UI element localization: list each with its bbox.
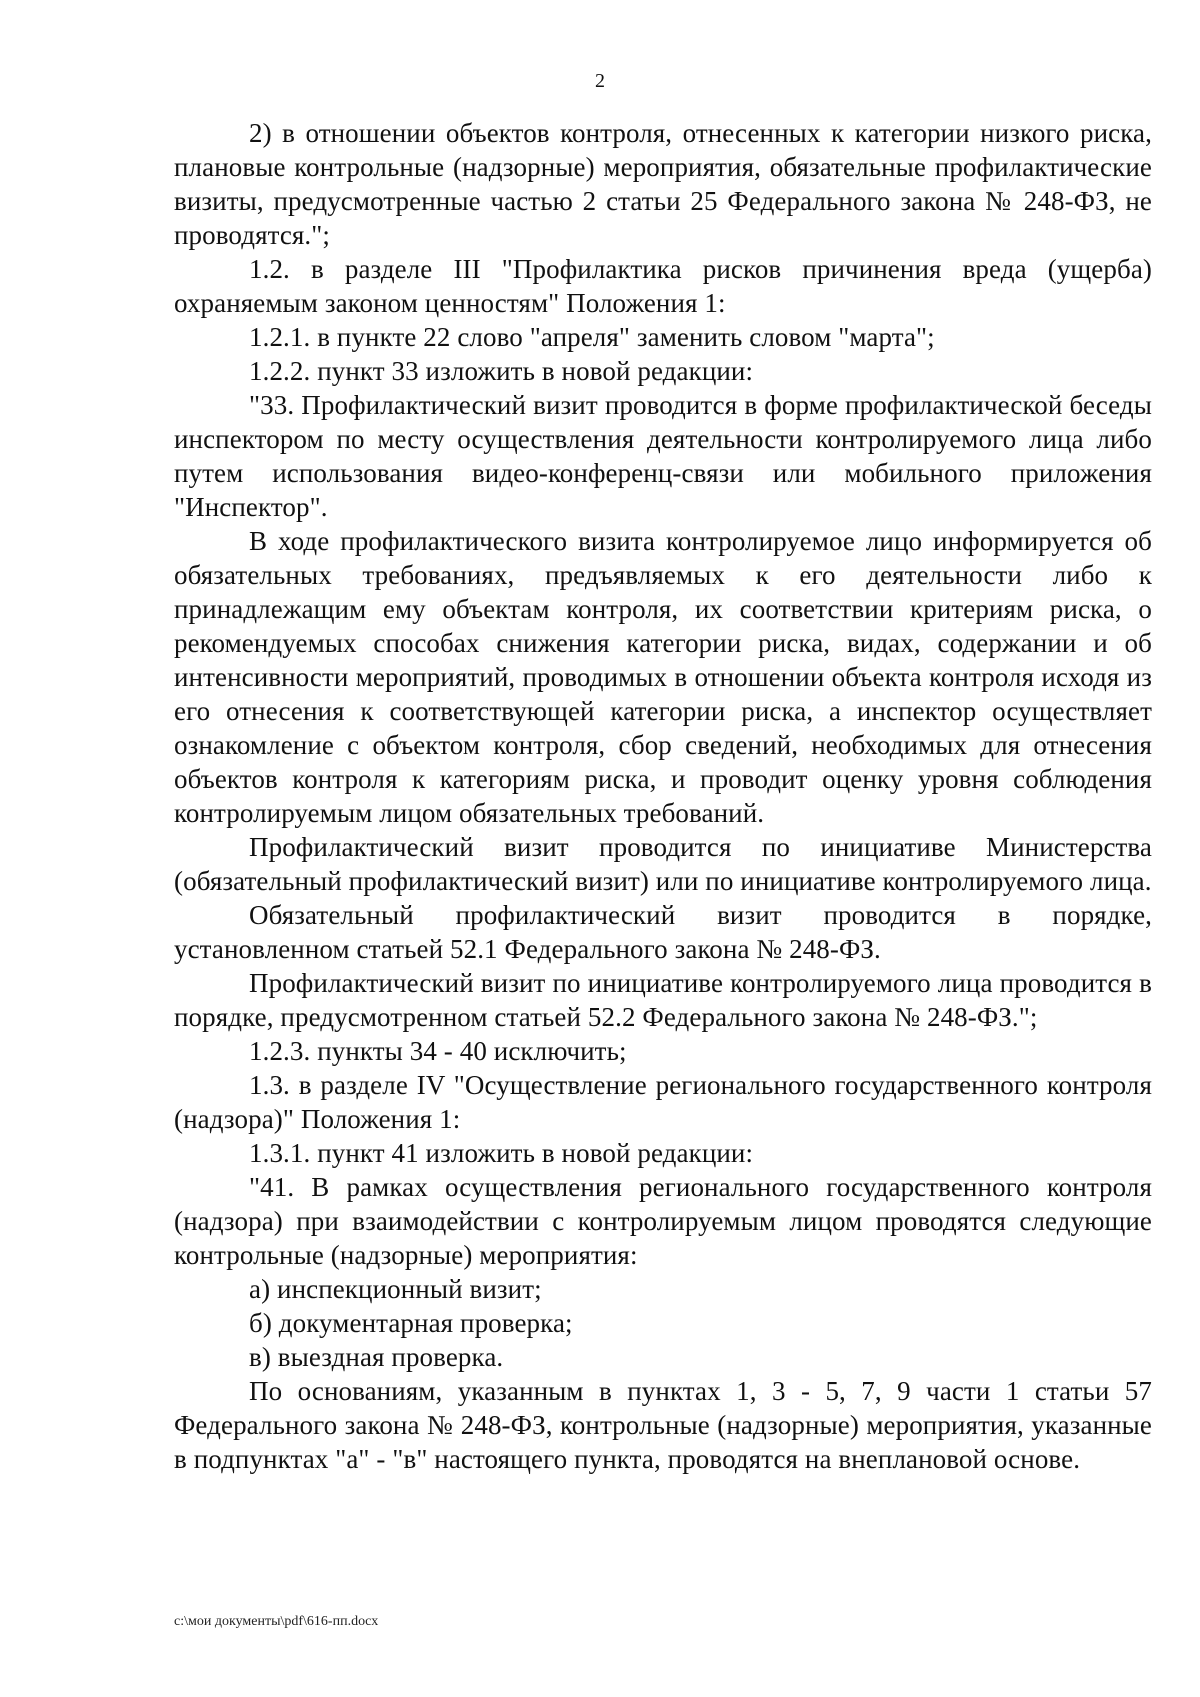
paragraph: "41. В рамках осуществления регионального государственного контроля (надзора) при взаимодействии с контролируемым лицом проводятся следующие контрольные (надзорные) мероприятия: bbox=[174, 1172, 1152, 1270]
paragraph: Профилактический визит по инициативе контролируемого лица проводится в порядке, предусмотренном статьей 52.2 Федерального закона № 248-ФЗ."; bbox=[174, 968, 1152, 1032]
paragraph: б) документарная проверка; bbox=[249, 1308, 573, 1338]
paragraph: 1.2.1. в пункте 22 слово "апреля" заменить словом "марта"; bbox=[249, 322, 935, 352]
paragraph: По основаниям, указанным в пунктах 1, 3 - 5, 7, 9 части 1 статьи 57 Федерального закона № 248-ФЗ, контрольные (надзорные) мероприятия, указанные в подпунктах "а" - "в" настоящего пункта, проводятся на внеплановой основе. bbox=[174, 1376, 1152, 1474]
paragraph: Профилактический визит проводится по инициативе Министерства (обязательный профилактический визит) или по инициативе контролируемого лица. bbox=[174, 832, 1152, 896]
paragraph: 1.3. в разделе IV "Осуществление регионального государственного контроля (надзора)" Положения 1: bbox=[174, 1070, 1152, 1134]
paragraph: 1.2.3. пункты 34 - 40 исключить; bbox=[249, 1036, 627, 1066]
paragraph: 2) в отношении объектов контроля, отнесенных к категории низкого риска, плановые контрольные (надзорные) мероприятия, обязательные профилактические визиты, предусмотренные частью 2 статьи 25 Федерального закона № 248-ФЗ, не проводятся."; bbox=[174, 118, 1152, 250]
paragraph: Обязательный профилактический визит проводится в порядке, установленном статьей 52.1 Федерального закона № 248-ФЗ. bbox=[174, 900, 1152, 964]
page-number: 2 bbox=[595, 70, 605, 92]
document-body bbox=[174, 116, 1152, 1476]
paragraph: в) выездная проверка. bbox=[249, 1342, 504, 1372]
paragraph: "33. Профилактический визит проводится в форме профилактической беседы инспектором по месту осуществления деятельности контролируемого лица либо путем использования видео-конференц-связи или мобильного приложения "Инспектор". bbox=[174, 390, 1152, 522]
paragraph: В ходе профилактического визита контролируемое лицо информируется об обязательных требованиях, предъявляемых к его деятельности либо к принадлежащим ему объектам контроля, их соответствии критериям риска, о рекомендуемых способах снижения категории риска, видах, содержании и об интенсивности мероприятий, проводимых в отношении объекта контроля исходя из его отнесения к соответствующей категории риска, а инспектор осуществляет ознакомление с объектом контроля, сбор сведений, необходимых для отнесения объектов контроля к категориям риска, и проводит оценку уровня соблюдения контролируемым лицом обязательных требований. bbox=[174, 526, 1152, 828]
paragraph: 1.2. в разделе III "Профилактика рисков причинения вреда (ущерба) охраняемым законом ценностям" Положения 1: bbox=[174, 254, 1152, 318]
paragraph: 1.2.2. пункт 33 изложить в новой редакции: bbox=[249, 356, 754, 386]
paragraph: а) инспекционный визит; bbox=[249, 1274, 542, 1304]
paragraph: 1.3.1. пункт 41 изложить в новой редакции: bbox=[249, 1138, 754, 1168]
footer-file-path: c:\мои документы\pdf\616-пп.docx bbox=[174, 1614, 379, 1629]
